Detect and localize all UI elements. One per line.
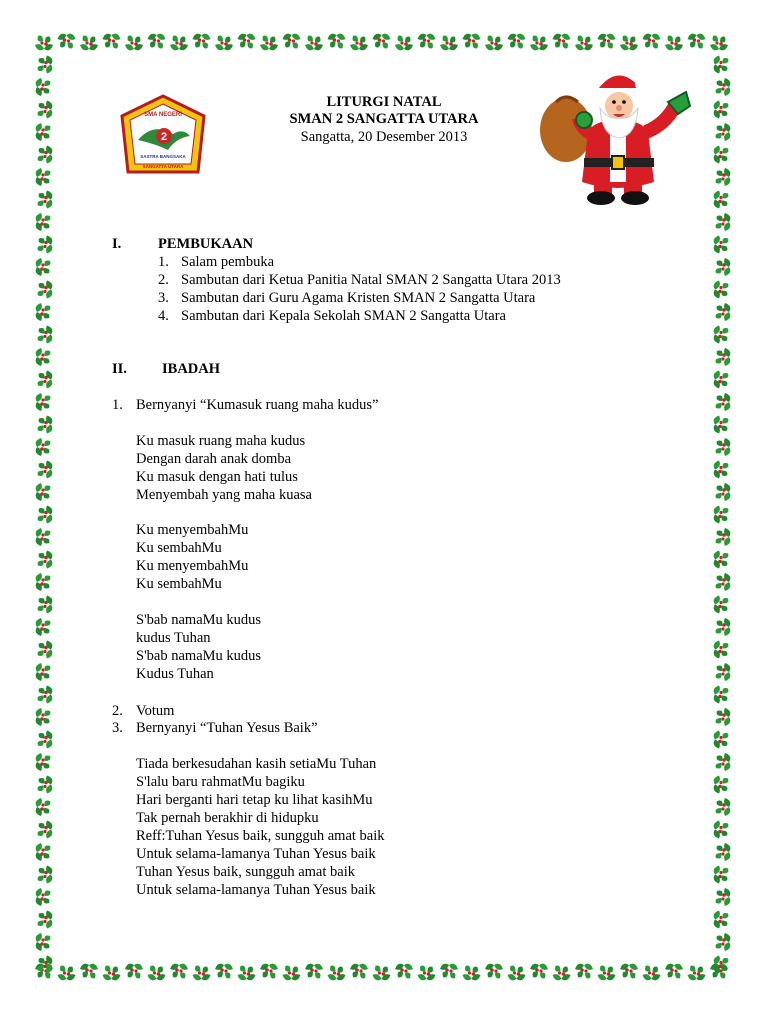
song2-line: Tak pernah berakhir di hidupku — [136, 810, 319, 826]
song1-line: Ku masuk ruang maha kudus — [136, 433, 306, 449]
holly-sprig-icon — [36, 843, 51, 861]
holly-sprig-icon — [36, 708, 51, 726]
holly-sprig-icon — [170, 36, 188, 51]
holly-sprig-icon — [38, 686, 53, 704]
section2-item-text: Bernyanyi “Tuhan Yesus Baik” — [136, 720, 318, 736]
section2-numeral: II. — [112, 361, 127, 377]
holly-sprig-icon — [716, 483, 731, 501]
holly-sprig-icon — [38, 506, 53, 524]
school-name: SMAN 2 SANGATTA UTARA — [289, 111, 479, 127]
holly-sprig-icon — [283, 966, 301, 981]
holly-sprig-icon — [36, 933, 51, 951]
holly-sprig-icon — [440, 964, 458, 979]
holly-sprig-icon — [716, 618, 731, 636]
holly-sprig-icon — [688, 34, 706, 49]
section1-item-num: 4. — [158, 308, 169, 324]
holly-sprig-icon — [716, 393, 731, 411]
holly-sprig-icon — [328, 34, 346, 49]
section2-title: IBADAH — [162, 361, 221, 377]
holly-sprig-icon — [418, 34, 436, 49]
holly-sprig-icon — [350, 964, 368, 979]
holly-sprig-icon — [714, 596, 729, 614]
section1-title: PEMBUKAAN — [158, 236, 254, 252]
document-title: LITURGI NATAL — [326, 94, 442, 110]
holly-sprig-icon — [38, 641, 53, 659]
holly-sprig-icon — [716, 258, 731, 276]
holly-sprig-icon — [38, 236, 53, 254]
holly-sprig-icon — [38, 866, 53, 884]
song1-line: S'bab namaMu kudus — [136, 612, 262, 628]
holly-sprig-icon — [260, 36, 278, 51]
holly-sprig-icon — [440, 36, 458, 51]
holly-sprig-icon — [418, 966, 436, 981]
holly-sprig-icon — [714, 236, 729, 254]
holly-sprig-icon — [714, 371, 729, 389]
section1-item-text: Salam pembuka — [181, 254, 275, 270]
holly-sprig-icon — [716, 348, 731, 366]
holly-sprig-icon — [463, 34, 481, 49]
section1-item-text: Sambutan dari Ketua Panitia Natal SMAN 2 Sangatta Utara 2013 — [181, 272, 561, 288]
holly-sprig-icon — [58, 966, 76, 981]
holly-sprig-icon — [36, 213, 51, 231]
holly-sprig-icon — [716, 888, 731, 906]
holly-sprig-icon — [485, 36, 503, 51]
holly-sprig-icon — [305, 36, 323, 51]
song2-line: Tiada berkesudahan kasih setiaMu Tuhan — [136, 756, 377, 772]
holly-sprig-icon — [103, 966, 121, 981]
holly-sprig-icon — [38, 911, 53, 929]
holly-sprig-icon — [38, 371, 53, 389]
holly-sprig-icon — [716, 213, 731, 231]
song1-line: Ku sembahMu — [136, 576, 222, 592]
holly-sprig-icon — [714, 911, 729, 929]
holly-sprig-icon — [58, 34, 76, 49]
holly-sprig-icon — [38, 191, 53, 209]
holly-sprig-icon — [36, 258, 51, 276]
section2-item-num: 2. — [112, 703, 123, 719]
song1-line: kudus Tuhan — [136, 630, 211, 646]
song2-line: Untuk selama-lamanya Tuhan Yesus baik — [136, 846, 376, 862]
holly-sprig-icon — [36, 528, 51, 546]
holly-sprig-icon — [530, 964, 548, 979]
holly-sprig-icon — [38, 776, 53, 794]
holly-sprig-icon — [36, 618, 51, 636]
holly-sprig-icon — [80, 964, 98, 979]
holly-sprig-icon — [36, 303, 51, 321]
holly-sprig-icon — [575, 964, 593, 979]
holly-sprig-icon — [716, 573, 731, 591]
holly-sprig-icon — [508, 34, 526, 49]
holly-sprig-icon — [36, 663, 51, 681]
logo-bottom-text: SANGATTA UTARA — [142, 164, 184, 169]
section1-item-num: 3. — [158, 290, 169, 306]
logo-number: 2 — [160, 131, 168, 143]
holly-sprig-icon — [36, 888, 51, 906]
holly-sprig-icon — [714, 551, 729, 569]
section2-item-num: 3. — [112, 720, 123, 736]
song1-line: Menyembah yang maha kuasa — [136, 487, 312, 503]
song1-line: Ku menyembahMu — [136, 522, 249, 538]
holly-sprig-icon — [193, 966, 211, 981]
section1-item-text: Sambutan dari Guru Agama Kristen SMAN 2 Sangatta Utara — [181, 290, 536, 306]
document-date: Sangatta, 20 Desember 2013 — [300, 129, 468, 145]
holly-sprig-icon — [485, 964, 503, 979]
song2-line: S'lalu baru rahmatMu bagiku — [136, 774, 305, 790]
holly-sprig-icon — [716, 708, 731, 726]
holly-sprig-icon — [665, 964, 683, 979]
holly-sprig-icon — [598, 34, 616, 49]
holly-sprig-icon — [530, 36, 548, 51]
holly-sprig-icon — [716, 438, 731, 456]
song2-line: Reff:Tuhan Yesus baik, sungguh amat baik — [136, 828, 385, 844]
holly-sprig-icon — [260, 964, 278, 979]
holly-sprig-icon — [148, 966, 166, 981]
holly-sprig-icon — [714, 146, 729, 164]
holly-sprig-icon — [508, 966, 526, 981]
holly-sprig-icon — [215, 964, 233, 979]
holly-sprig-icon — [373, 34, 391, 49]
holly-sprig-icon — [688, 966, 706, 981]
song1-line: S'bab namaMu kudus — [136, 648, 262, 664]
holly-sprig-icon — [80, 36, 98, 51]
holly-sprig-icon — [238, 966, 256, 981]
holly-sprig-icon — [714, 416, 729, 434]
holly-sprig-icon — [125, 964, 143, 979]
holly-sprig-icon — [36, 438, 51, 456]
holly-sprig-icon — [125, 36, 143, 51]
holly-sprig-icon — [238, 34, 256, 49]
holly-sprig-icon — [38, 146, 53, 164]
holly-sprig-icon — [395, 964, 413, 979]
holly-sprig-icon — [170, 964, 188, 979]
holly-sprig-icon — [38, 326, 53, 344]
holly-sprig-icon — [620, 964, 638, 979]
holly-sprig-icon — [36, 753, 51, 771]
holly-sprig-icon — [598, 966, 616, 981]
song2-line: Untuk selama-lamanya Tuhan Yesus baik — [136, 882, 376, 898]
holly-sprig-icon — [716, 663, 731, 681]
holly-sprig-icon — [714, 191, 729, 209]
section1-item-text: Sambutan dari Kepala Sekolah SMAN 2 Sangatta Utara — [181, 308, 506, 324]
holly-sprig-icon — [714, 821, 729, 839]
song1-line: Ku sembahMu — [136, 540, 222, 556]
holly-sprig-icon — [575, 36, 593, 51]
song2-line: Tuhan Yesus baik, sungguh amat baik — [136, 864, 355, 880]
holly-sprig-icon — [643, 34, 661, 49]
holly-sprig-icon — [643, 966, 661, 981]
holly-sprig-icon — [193, 34, 211, 49]
holly-sprig-icon — [36, 798, 51, 816]
holly-sprig-icon — [395, 36, 413, 51]
holly-sprig-icon — [38, 551, 53, 569]
section2-item-num: 1. — [112, 397, 123, 413]
holly-sprig-icon — [714, 326, 729, 344]
holly-sprig-icon — [463, 966, 481, 981]
holly-sprig-icon — [716, 798, 731, 816]
holly-sprig-icon — [716, 168, 731, 186]
song1-line: Ku masuk dengan hati tulus — [136, 469, 298, 485]
holly-sprig-icon — [38, 56, 53, 74]
holly-sprig-icon — [38, 461, 53, 479]
holly-sprig-icon — [714, 461, 729, 479]
holly-sprig-icon — [716, 528, 731, 546]
holly-sprig-icon — [553, 34, 571, 49]
holly-sprig-icon — [714, 686, 729, 704]
holly-sprig-icon — [36, 483, 51, 501]
holly-sprig-icon — [38, 731, 53, 749]
holly-sprig-icon — [620, 36, 638, 51]
holly-sprig-icon — [350, 36, 368, 51]
holly-sprig-icon — [714, 56, 729, 74]
holly-sprig-icon — [665, 36, 683, 51]
holly-sprig-icon — [716, 753, 731, 771]
holly-sprig-icon — [36, 393, 51, 411]
holly-sprig-icon — [716, 933, 731, 951]
holly-sprig-icon — [36, 348, 51, 366]
holly-sprig-icon — [714, 506, 729, 524]
section2-item-text: Bernyanyi “Kumasuk ruang maha kudus” — [136, 397, 379, 413]
holly-sprig-icon — [305, 964, 323, 979]
holly-sprig-icon — [38, 281, 53, 299]
holly-sprig-icon — [35, 36, 53, 51]
holly-sprig-icon — [148, 34, 166, 49]
section2-item-text: Votum — [136, 703, 175, 719]
holly-sprig-icon — [38, 596, 53, 614]
holly-sprig-icon — [283, 34, 301, 49]
song1-line: Kudus Tuhan — [136, 666, 214, 682]
holly-sprig-icon — [714, 281, 729, 299]
holly-sprig-icon — [716, 843, 731, 861]
logo-motto-text: SASTRA BANGSAKA — [140, 154, 186, 159]
holly-sprig-icon — [716, 303, 731, 321]
holly-sprig-icon — [38, 416, 53, 434]
song1-line: Dengan darah anak domba — [136, 451, 292, 467]
holly-sprig-icon — [373, 966, 391, 981]
holly-sprig-icon — [36, 168, 51, 186]
song1-line: Ku menyembahMu — [136, 558, 249, 574]
holly-sprig-icon — [36, 573, 51, 591]
holly-sprig-icon — [714, 776, 729, 794]
holly-sprig-icon — [714, 641, 729, 659]
section1-item-num: 2. — [158, 272, 169, 288]
holly-sprig-icon — [714, 731, 729, 749]
section1-item-num: 1. — [158, 254, 169, 270]
holly-sprig-icon — [215, 36, 233, 51]
section1-numeral: I. — [112, 236, 122, 252]
holly-sprig-icon — [328, 966, 346, 981]
holly-sprig-icon — [38, 821, 53, 839]
holly-sprig-icon — [710, 36, 728, 51]
logo-top-text: SMA NEGERI — [144, 112, 182, 118]
holly-sprig-icon — [103, 34, 121, 49]
song2-line: Hari berganti hari tetap ku lihat kasihMu — [136, 792, 373, 808]
holly-sprig-icon — [714, 866, 729, 884]
holly-sprig-icon — [553, 966, 571, 981]
